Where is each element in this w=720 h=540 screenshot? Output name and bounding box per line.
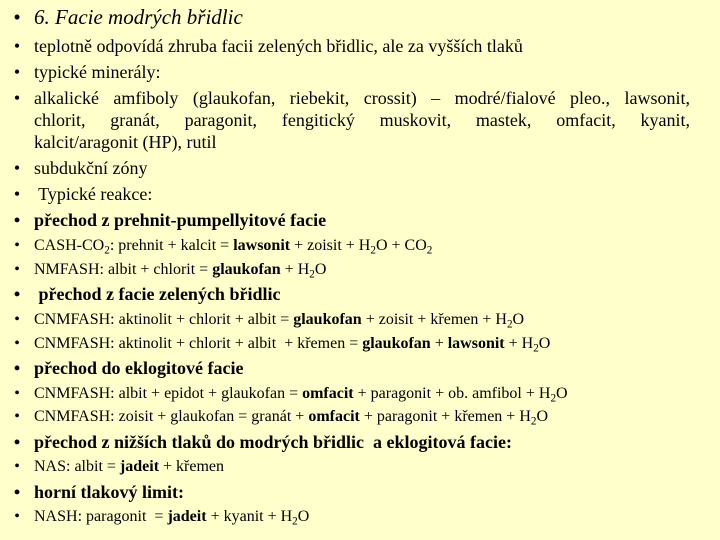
text-part: : prehnit + kalcit = bbox=[109, 237, 234, 254]
bullet: • bbox=[13, 36, 21, 56]
item-text: teplotně odpovídá zhruba facii zelených břidlic, ale za vyšších tlaků bbox=[34, 36, 523, 56]
item-line: kalcit/aragonit (HP), rutil bbox=[34, 132, 217, 152]
item-text: Typické reakce: bbox=[34, 184, 153, 204]
subscript: 2 bbox=[370, 244, 376, 257]
mineral-name: glaukofan bbox=[212, 261, 281, 278]
bullet: • bbox=[14, 458, 20, 475]
text-part: NAS: albit = bbox=[34, 458, 120, 475]
reaction-text bbox=[34, 456, 690, 478]
text-part: CNMFASH: albit + epidot + glaukofan = bbox=[34, 385, 303, 402]
bullet: • bbox=[13, 158, 21, 178]
bullet: • bbox=[13, 5, 21, 29]
reaction-text bbox=[34, 383, 690, 405]
text-part: CASH-CO bbox=[34, 237, 105, 254]
text-part: + H bbox=[504, 335, 534, 352]
mineral-name: glaukofan bbox=[362, 335, 431, 352]
text-part: O + CO bbox=[375, 237, 427, 254]
text-part: + paragonit + ob. amfibol + H bbox=[353, 385, 551, 402]
bullet: • bbox=[14, 261, 20, 278]
text-part: O bbox=[556, 385, 568, 402]
bullet: • bbox=[13, 184, 21, 204]
subscript: 2 bbox=[292, 515, 298, 528]
text-part: + zoisit + H bbox=[290, 237, 371, 254]
subscript: 2 bbox=[309, 268, 315, 281]
bullet: • bbox=[14, 237, 20, 254]
mineral-name: glaukofan bbox=[293, 311, 362, 328]
bullet: • bbox=[13, 358, 21, 378]
text-part: O bbox=[538, 335, 551, 352]
reaction-text bbox=[34, 259, 690, 281]
item-line: alkalické amfiboly (glaukofan, riebekit, crossit) – modré/fialové pleo., lawsonit, bbox=[34, 88, 690, 108]
bullet: • bbox=[14, 311, 20, 328]
text-part: + paragonit + křemen + H bbox=[359, 408, 531, 425]
item-heading: přechod do eklogitové facie bbox=[34, 358, 244, 378]
bullet: • bbox=[14, 385, 20, 402]
text-part: + H bbox=[280, 261, 310, 278]
text-part: O bbox=[314, 261, 327, 278]
title-text: 6. Facie modrých břidlic bbox=[34, 5, 243, 29]
reaction-text bbox=[34, 406, 690, 428]
subscript: 2 bbox=[533, 342, 539, 355]
bullet: • bbox=[13, 62, 21, 82]
text-part: O bbox=[297, 508, 310, 525]
item-heading: horní tlakový limit: bbox=[34, 482, 185, 502]
reaction-text bbox=[34, 235, 690, 257]
reaction-text bbox=[34, 333, 690, 355]
item-heading: přechod z facie zelených břidlic bbox=[34, 284, 281, 304]
subscript: 2 bbox=[550, 392, 557, 405]
item-heading: přechod z nižších tlaků do modrých břidlic a eklogitová facie: bbox=[34, 432, 512, 452]
reaction-text bbox=[34, 506, 690, 528]
text-part: NASH: paragonit = bbox=[34, 508, 168, 525]
mineral-name: jadeit bbox=[167, 508, 207, 525]
bullet: • bbox=[13, 210, 21, 230]
mineral-name: lawsonit bbox=[447, 335, 505, 352]
reaction-text bbox=[34, 309, 690, 331]
bullet: • bbox=[13, 432, 21, 452]
item-heading: přechod z prehnit-pumpellyitové facie bbox=[34, 210, 327, 230]
bullet: • bbox=[13, 88, 21, 108]
mineral-name: jadeit bbox=[119, 458, 160, 475]
bullet: • bbox=[14, 335, 20, 352]
text-part: + zoisit + křemen + H bbox=[361, 311, 507, 328]
text-part: O bbox=[536, 408, 549, 425]
text-part: CNMFASH: aktinolit + chlorit + albit + křemen = bbox=[34, 335, 363, 352]
text-part: CNMFASH: zoisit + glaukofan = granát + bbox=[34, 408, 309, 425]
mineral-name: lawsonit bbox=[233, 237, 291, 254]
text-part: + bbox=[430, 335, 448, 352]
bullet: • bbox=[14, 408, 20, 425]
subscript: 2 bbox=[426, 244, 433, 257]
text-part: + kyanit + H bbox=[206, 508, 293, 525]
item-text: subdukční zóny bbox=[34, 158, 148, 178]
subscript: 2 bbox=[506, 318, 513, 331]
text-part: O bbox=[512, 311, 525, 328]
item-text-block bbox=[34, 87, 690, 153]
text-part: + křemen bbox=[159, 458, 225, 475]
bullet: • bbox=[14, 508, 20, 525]
bullet: • bbox=[13, 482, 21, 502]
mineral-name: omfacit bbox=[308, 408, 360, 425]
mineral-name: omfacit bbox=[302, 385, 354, 402]
subscript: 2 bbox=[104, 244, 110, 257]
item-text: typické minerály: bbox=[34, 62, 161, 82]
bullet: • bbox=[13, 284, 21, 304]
item-line: chlorit, granát, paragonit, fengitický muskovit, mastek, omfacit, kyanit, bbox=[34, 110, 690, 130]
subscript: 2 bbox=[530, 415, 537, 428]
text-part: NMFASH: albit + chlorit = bbox=[34, 261, 213, 278]
text-part: CNMFASH: aktinolit + chlorit + albit = bbox=[34, 311, 294, 328]
